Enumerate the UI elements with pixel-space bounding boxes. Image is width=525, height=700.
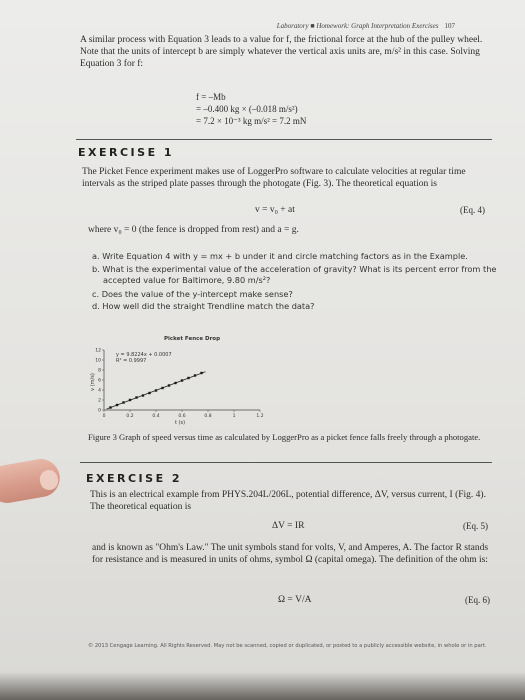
running-header: [277, 22, 455, 30]
calc-line-3: = 7.2 × 10⁻³ kg m/s² = 7.2 mN: [196, 116, 307, 126]
chart-data-point: [194, 374, 196, 376]
exercise-1-where: where v₀ = 0 (the fence is dropped from rest) and a = g.: [88, 225, 299, 235]
equation-4: v = v₀ + at: [255, 205, 295, 215]
chart-x-tick-label: 0: [102, 414, 106, 419]
chart-x-tick-label: 0.8: [204, 414, 212, 419]
chart-x-tick-label: 0.6: [178, 414, 186, 419]
chart-data-point: [116, 404, 118, 406]
chart-data-point: [181, 379, 183, 381]
equation-5: ΔV = IR: [272, 521, 305, 531]
calc-line-1: f = –Mb: [196, 92, 226, 102]
chart-data-point: [109, 406, 111, 408]
chart-data-point: [161, 387, 163, 389]
chart-y-tick-label: 0: [98, 408, 101, 414]
chart-x-tick-label: 1.2: [256, 414, 264, 419]
exercise-2-paragraph-2: and is known as "Ohm's Law." The unit symbols stand for volts, V, and Amperes, A. The factor R stands for resistance and is measured in units of ohms, symbol Ω (capital omega). The definition of the ohm is:: [92, 543, 489, 565]
intro-paragraph: A similar process with Equation 3 leads to a value for f, the frictional force at the hub of the pulley wheel. Note that the units of intercept b are simply whatever the vertical axis units are, m/s² in this case. Solving Equation 3 for f:: [80, 35, 483, 69]
exercise-2-paragraph: This is an electrical example from PHYS.204L/206L, potential difference, ΔV, versus current, I (Fig. 4). The theoretical equation is: [90, 490, 486, 512]
chart-r-squared: R² = 0.9997: [116, 358, 147, 364]
chart-data-point: [129, 399, 131, 401]
chart-y-axis-label: v (m/s): [90, 373, 96, 391]
chart-x-tick-label: 0.4: [152, 414, 160, 419]
chart-title: Picket Fence Drop: [163, 336, 221, 342]
chart-data-point: [155, 389, 157, 391]
chart-points: [109, 372, 202, 409]
chart-y-tick-label: 4: [98, 388, 101, 394]
chart-data-point: [168, 384, 170, 386]
question-d: d. How well did the straight Trendline match the data?: [92, 301, 315, 311]
chart-data-point: [122, 401, 124, 403]
chart-data-point: [187, 377, 189, 379]
copyright-footer: © 2013 Cengage Learning. All Rights Reserved. May not be scanned, copied or duplicated, or posted to a publicly accessible website, in whole or in part.: [88, 643, 487, 649]
picket-fence-chart: [82, 330, 282, 430]
chart-y-tick-label: 10: [95, 358, 101, 364]
chart-y-tick-label: 8: [98, 368, 101, 374]
chart-x-axis-label: t (s): [174, 420, 186, 426]
chart-data-point: [174, 382, 176, 384]
equation-4-number: (Eq. 4): [460, 205, 485, 215]
bottom-shadow: [0, 672, 525, 700]
question-c: c. Does the value of the y-intercept make sense?: [92, 289, 293, 299]
chart-y-tick-label: 6: [98, 378, 101, 384]
chart-x-tick-label: 0.2: [126, 414, 134, 419]
chart-x-tick-label: 1: [232, 414, 236, 419]
section-divider-2: [80, 462, 492, 463]
running-title: Laboratory ■ Homework: Graph Interpretation Exercises: [276, 22, 439, 30]
chart-data-point: [142, 394, 144, 396]
page-number: 107: [444, 22, 455, 30]
chart-data-point: [135, 396, 137, 398]
chart-trendline-equation: y = 9.8224x + 0.0007: [116, 352, 172, 358]
chart-y-tick-label: 2: [98, 398, 101, 404]
equation-6: Ω = V/A: [278, 595, 312, 605]
question-a: a. Write Equation 4 with y = mx + b under it and circle matching factors as in the Example.: [92, 251, 468, 261]
section-divider: [76, 139, 492, 140]
exercise-1-paragraph: The Picket Fence experiment makes use of LoggerPro software to calculate velocities at regular time intervals as the striped plate passes through the photogate (Fig. 3). The theoretical equation is: [82, 167, 466, 189]
equation-5-number: (Eq. 5): [463, 521, 488, 531]
chart-data-point: [148, 392, 150, 394]
exercise-2-title: EXERCISE 2: [86, 472, 183, 485]
exercise-1-title: EXERCISE 1: [78, 146, 175, 159]
equation-6-number: (Eq. 6): [465, 595, 490, 605]
question-b: b. What is the experimental value of the acceleration of gravity? What is its percent error from the: [92, 264, 497, 274]
calc-line-2: = –0.400 kg × (–0.018 m/s²): [196, 104, 298, 114]
figure-3-caption: Figure 3 Graph of speed versus time as calculated by LoggerPro as a picket fence falls freely through a photogate.: [88, 432, 481, 442]
question-b-continued: accepted value for Baltimore, 9.80 m/s²?: [103, 275, 271, 285]
chart-data-point: [200, 372, 202, 374]
chart-y-tick-label: 12: [95, 348, 101, 354]
